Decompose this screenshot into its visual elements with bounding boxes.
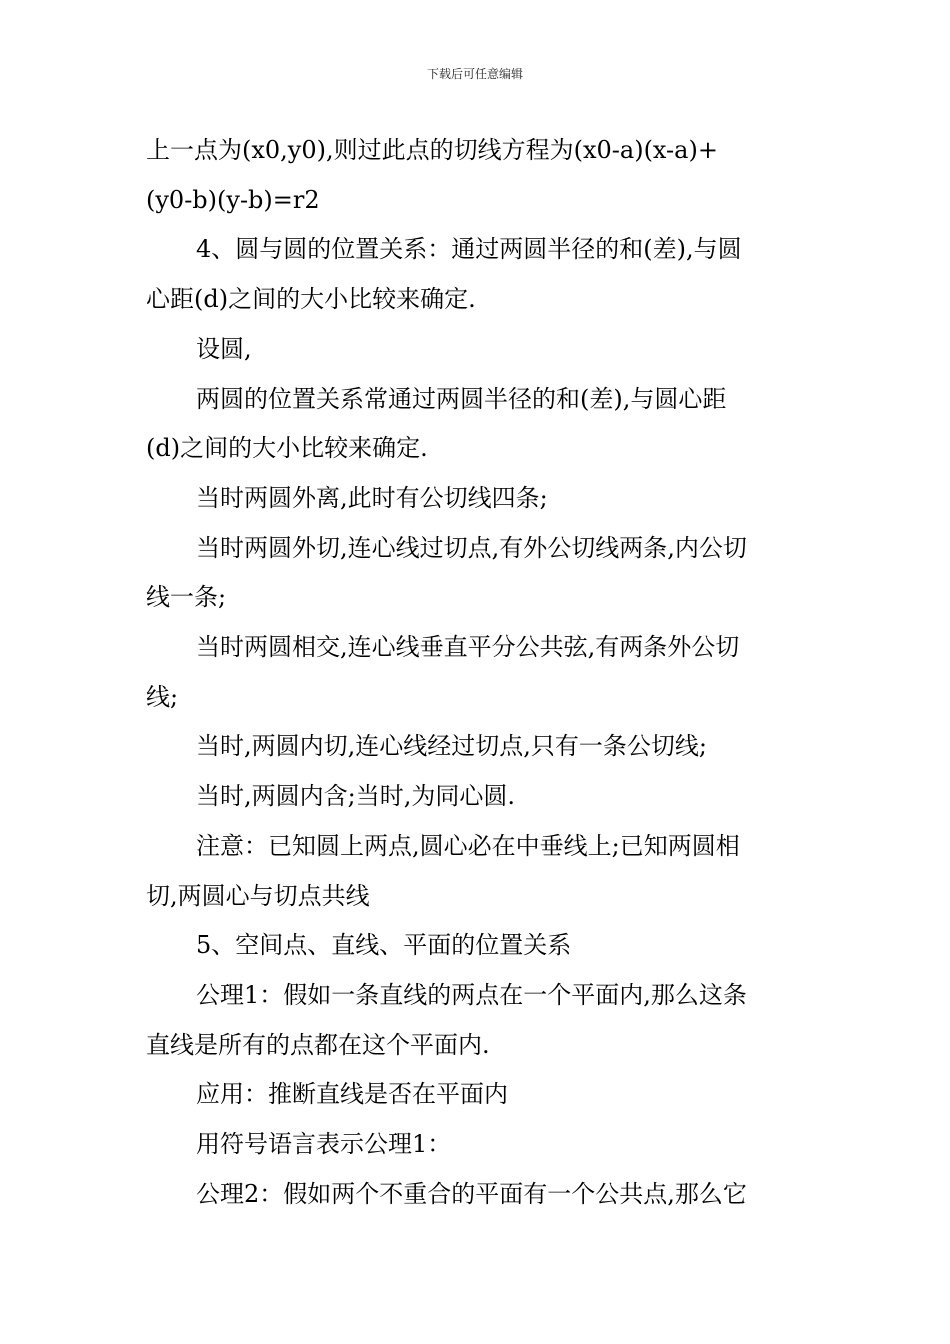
text-line: 设圆, <box>196 334 252 363</box>
text-line: (y0-b)(y-b)=r2 <box>146 185 320 214</box>
text-line: 两圆的位置关系常通过两圆半径的和(差),与圆心距 <box>196 384 727 413</box>
text-line: 当时两圆外离,此时有公切线四条; <box>196 483 548 512</box>
text-line: 线一条; <box>146 583 227 612</box>
text-line: 注意：已知圆上两点,圆心必在中垂线上;已知两圆相 <box>196 831 740 860</box>
document-body <box>146 126 814 1219</box>
text-line: 切,两圆心与切点共线 <box>146 881 370 910</box>
text-line: 上一点为(x0,y0),则过此点的切线方程为(x0-a)(x-a)+ <box>146 136 718 164</box>
text-line: (d)之间的大小比较来确定. <box>146 434 428 463</box>
page-header: 下载后可任意编辑 <box>426 67 523 81</box>
text-line: 当时两圆相交,连心线垂直平分公共弦,有两条外公切 <box>196 633 740 662</box>
text-line: 当时,两圆内切,连心线经过切点,只有一条公切线; <box>196 732 707 761</box>
text-line: 当时两圆外切,连心线过切点,有外公切线两条,内公切 <box>196 533 747 562</box>
text-line: 公理1：假如一条直线的两点在一个平面内,那么这条 <box>196 980 747 1009</box>
text-line: 公理2：假如两个不重合的平面有一个公共点,那么它 <box>196 1179 747 1208</box>
text-line: 5、空间点、直线、平面的位置关系 <box>196 931 572 960</box>
text-line: 用符号语言表示公理1： <box>196 1130 452 1159</box>
text-line: 4、圆与圆的位置关系：通过两圆半径的和(差),与圆 <box>196 235 742 264</box>
text-line: 当时,两圆内含;当时,为同心圆. <box>196 782 515 811</box>
text-line: 线; <box>146 682 179 711</box>
text-line: 应用：推断直线是否在平面内 <box>196 1080 508 1109</box>
text-line: 直线是所有的点都在这个平面内. <box>146 1030 490 1059</box>
text-line: 心距(d)之间的大小比较来确定. <box>146 285 476 314</box>
